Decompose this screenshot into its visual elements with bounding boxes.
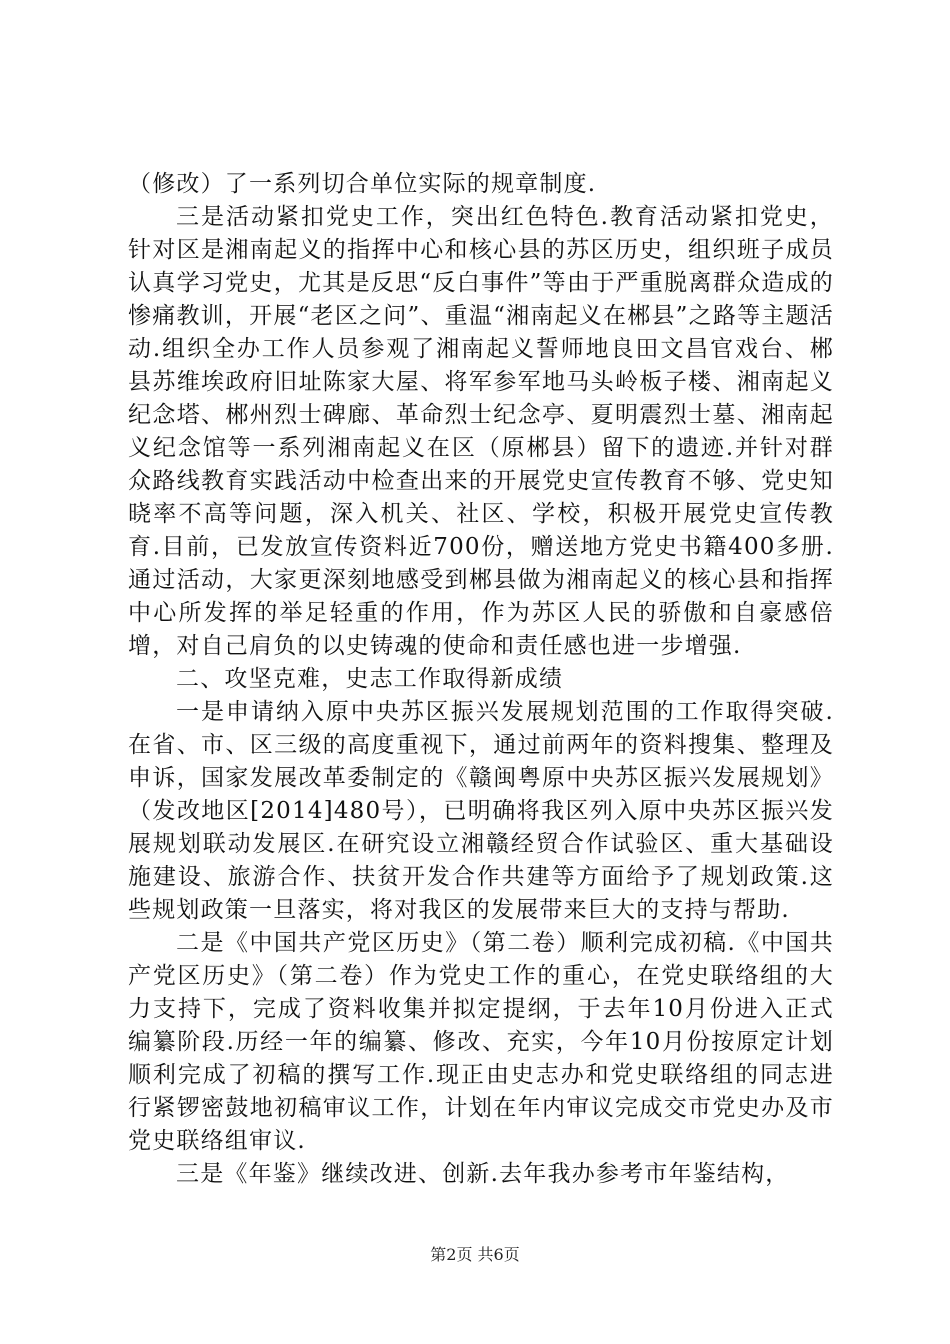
paragraph-1: （修改）了一系列切合单位实际的规章制度. <box>128 171 597 197</box>
paragraph-3: 一是申请纳入原中央苏区振兴发展规划范围的工作取得突破.在省、市、区三级的高度重视下，通过前两年的资料搜集、整理及申诉，国家发展改革委制定的《赣闽粤原中央苏区振兴发展规划》（发改地区[2014]480号），已明确将我区列入原中央苏区振兴发展规划联动发展区.在研究设立湘赣经贸合作试验区、重大基础设施建设、旅游合作、扶贫开发合作共建等方面给予了规划政策.这些规划政策一旦落实，将对我区的发展带来巨大的支持与帮助. <box>128 699 834 923</box>
section-heading: 二、攻坚克难，史志工作取得新成绩 <box>176 666 564 692</box>
paragraph-5: 三是《年鉴》继续改进、创新.去年我办参考市年鉴结构， <box>176 1161 790 1187</box>
paragraph-4: 二是《中国共产党区历史》（第二卷）顺利完成初稿.《中国共产党区历史》（第二卷）作为党史工作的重心，在党史联络组的大力支持下，完成了资料收集并拟定提纲，于去年10月份进入正式编纂阶段.历经一年的编纂、修改、充实，今年10月份按原定计划顺利完成了初稿的撰写工作.现正由史志办和党史联络组的同志进行紧锣密鼓地初稿审议工作，计划在年内审议完成交市党史办及市党史联络组审议. <box>128 930 834 1154</box>
paragraph-2: 三是活动紧扣党史工作，突出红色特色.教育活动紧扣党史，针对区是湘南起义的指挥中心和核心县的苏区历史，组织班子成员认真学习党史，尤其是反思“反白事件”等由于严重脱离群众造成的惨痛教训，开展“老区之问”、重温“湘南起义在郴县”之路等主题活动.组织全办工作人员参观了湘南起义誓师地良田文昌官戏台、郴县苏维埃政府旧址陈家大屋、将军参军地马头岭板子楼、湘南起义纪念塔、郴州烈士碑廊、革命烈士纪念亭、夏明震烈士墓、湘南起义纪念馆等一系列湘南起义在区（原郴县）留下的遗迹.并针对群众路线教育实践活动中检查出来的开展党史宣传教育不够、党史知晓率不高等问题，深入机关、社区、学校，积极开展党史宣传教育.目前，已发放宣传资料近700份，赠送地方党史书籍400多册.通过活动，大家更深刻地感受到郴县做为湘南起义的核心县和指挥中心所发挥的举足轻重的作用，作为苏区人民的骄傲和自豪感倍增，对自己肩负的以史铸魂的使命和责任感也进一步增强. <box>128 204 834 659</box>
document-body <box>128 168 834 1191</box>
page-number-footer: 第2页 共6页 <box>430 1245 520 1264</box>
